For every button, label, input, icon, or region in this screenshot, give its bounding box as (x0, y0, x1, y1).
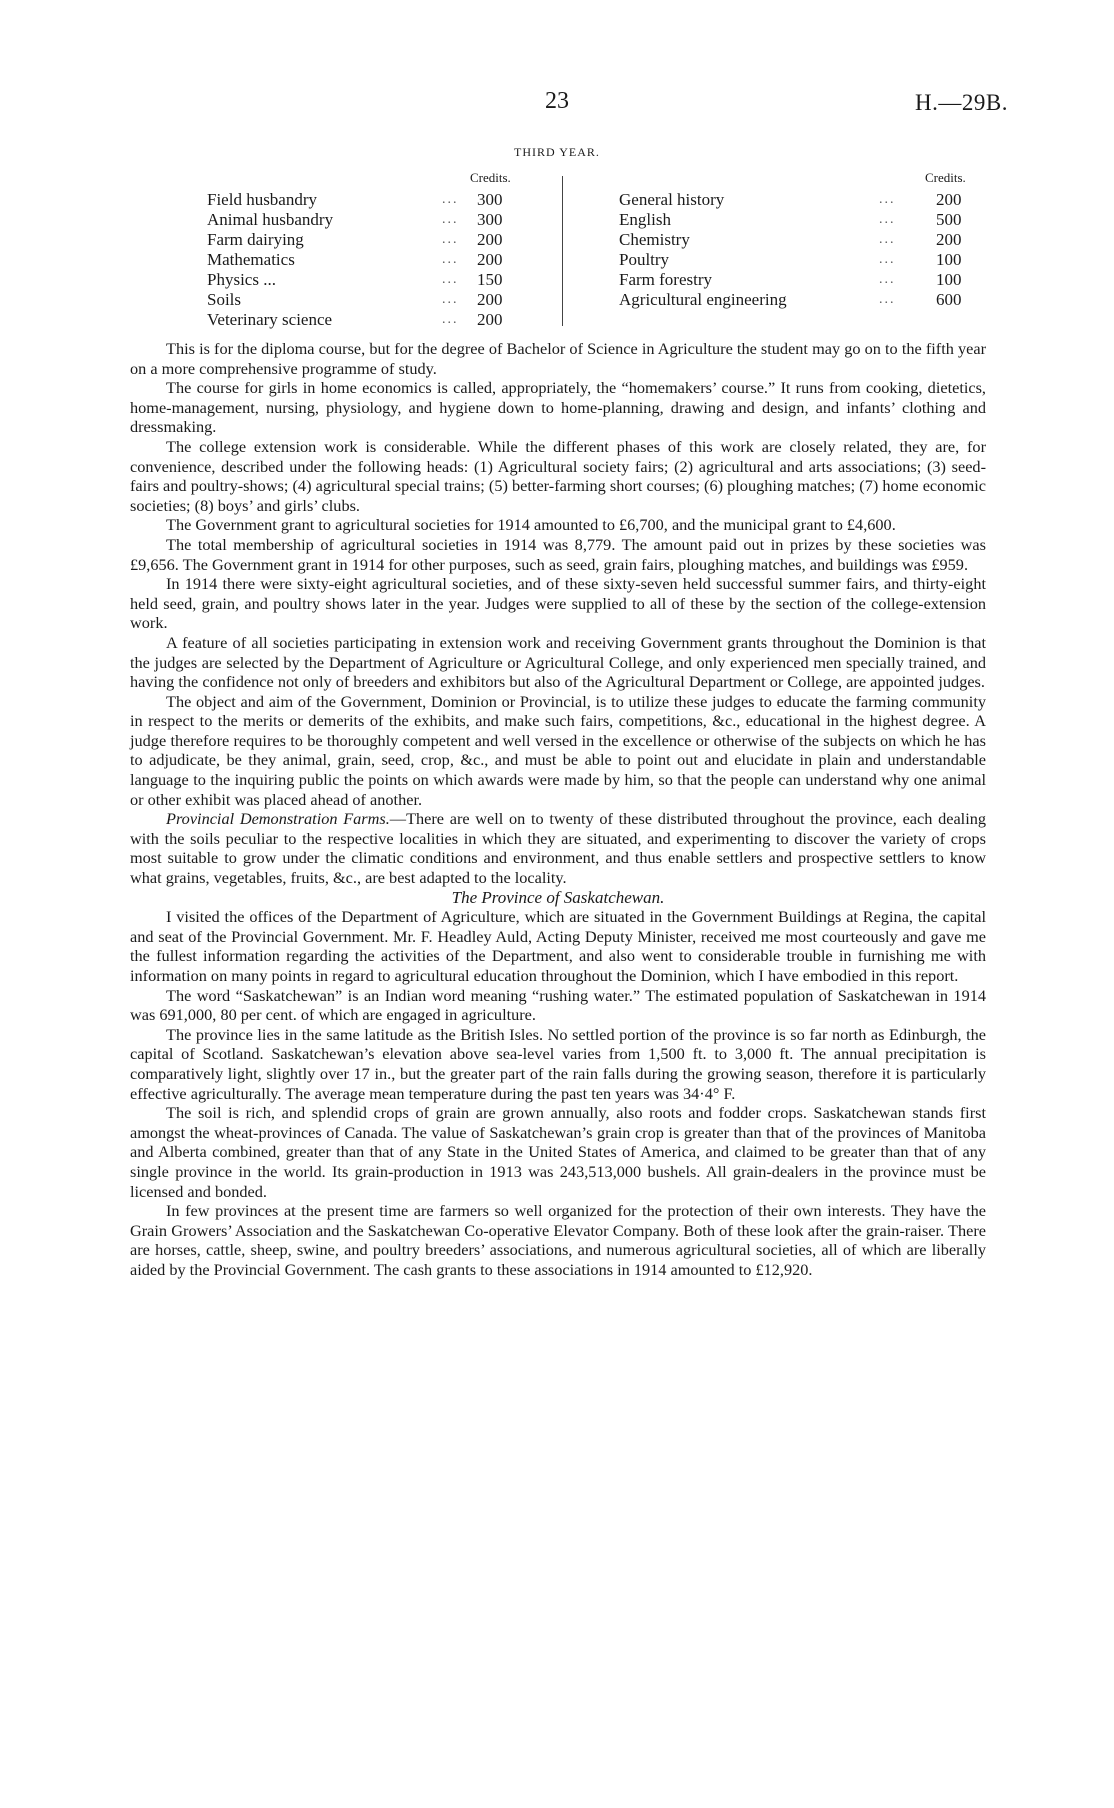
leader-dots: ... (442, 252, 459, 267)
subject-name: English (619, 210, 671, 229)
leader-dots: ... (442, 292, 459, 307)
subject-credits: 200 (477, 290, 503, 309)
subject-name: Farm forestry (619, 270, 713, 289)
year-heading: THIRD YEAR. (514, 145, 600, 159)
page-number: 23 (545, 88, 569, 114)
paragraph: The total membership of agricultural societies in 1914 was 8,779. The amount paid out in prizes by these societies was £9,656. The Government grant in 1914 for other purposes, such as seed, grain fairs, ploughing matches, and buildings was £959. (130, 534, 986, 574)
subject-name: Farm dairying (207, 230, 304, 249)
credits-table (207, 170, 977, 329)
subject-name: Soils (207, 290, 242, 309)
subject-credits: 200 (936, 190, 962, 209)
section-title: The Province of Saskatchewan. (451, 887, 665, 907)
leader-dots: ... (879, 272, 896, 287)
paragraph: This is for the diploma course, but for the degree of Bachelor of Science in Agriculture the student may go on to the fifth year on a more comprehensive programme of study. (130, 339, 986, 378)
paragraph: The soil is rich, and splendid crops of grain are grown annually, also roots and fodder crops. Saskatchewan stands first amongst the wheat-provinces of Canada. The value of Saskatchewan’s grain crop is greater than that of the provinces of Manitoba and Alberta combined, greater than that of any State in the United States of America, and claimed to be greater than that of any single province in the world. Its grain-production in 1913 was 243,513,000 bushels. All grain-dealers in the province must be licensed and bonded. (130, 1103, 986, 1201)
subject-name: Animal husbandry (207, 210, 334, 229)
paragraph: The word “Saskatchewan” is an Indian word meaning “rushing water.” The estimated population of Saskatchewan in 1914 was 691,000, 80 per cent. of which are engaged in agriculture. (130, 985, 986, 1025)
document-reference: H.—29B. (915, 90, 1008, 115)
subject-name: Chemistry (619, 230, 690, 249)
leader-dots: ... (442, 232, 459, 247)
subject-credits: 100 (936, 250, 962, 269)
leader-dots: ... (442, 272, 459, 287)
column-divider (562, 176, 563, 326)
subject-name: Mathematics (207, 250, 295, 269)
leader-dots: ... (879, 192, 896, 207)
paragraph: The course for girls in home economics is called, appropriately, the “homemakers’ course.” It runs from cooking, dietetics, home-management, nursing, physiology, and hygiene down to home-planning, drawing and design, and infants’ clothing and dressmaking. (130, 378, 986, 437)
paragraph: In few provinces at the present time are farmers so well organized for the protection of their own interests. They have the Grain Growers’ Association and the Saskatchewan Co-operative Elevator Company. Both of these look after the grain-raiser. There are horses, cattle, sheep, swine, and poultry breeders’ associations, and numerous agricultural societies, all of which are liberally aided by the Provincial Government. The cash grants to these associations in 1914 amounted to £12,920. (130, 1201, 986, 1279)
subject-name: Veterinary science (207, 310, 333, 329)
subject-credits: 200 (936, 230, 962, 249)
subject-name: Field husbandry (207, 190, 318, 209)
paragraph: The object and aim of the Government, Dominion or Provincial, is to utilize these judges to educate the farming community in respect to the merits or demerits of the exhibits, and make such fairs, competitions, &c., educational in the highest degree. A judge therefore requires to be thoroughly competent and well versed in the excellence or otherwise of the subjects on which he has to adjudicate, be they animal, grain, seed, crop, &c., and must be able to point out and elucidate in plain and understandable language to the inquiring public the points on which awards were made by him, so that the people can understand why one animal or other exhibit was placed ahead of another. (130, 691, 986, 809)
subject-credits: 300 (477, 190, 503, 209)
subject-name: Physics ... (207, 270, 276, 289)
leader-dots: ... (442, 212, 459, 227)
paragraph-demonstration-farms (130, 809, 986, 887)
leader-dots: ... (879, 232, 896, 247)
subject-credits: 600 (936, 290, 962, 309)
paragraph: The college extension work is considerable. While the different phases of this work are closely related, they are, for convenience, described under the following heads: (1) Agricultural society fairs; (2) agricultural and arts associations; (3) seed-fairs and poultry-shows; (4) agricultural special trains; (5) better-farming short courses; (6) ploughing matches; (7) home economic societies; (8) boys’ and girls’ clubs. (130, 436, 986, 515)
subject-credits: 500 (936, 210, 962, 229)
leader-dots: ... (442, 312, 459, 327)
credits-header-right: Credits. (925, 170, 966, 185)
paragraph: A feature of all societies participating in extension work and receiving Government grants throughout the Dominion is that the judges are selected by the Department of Agriculture or Agricultural College, and only experienced men specially trained, and having the confidence not only of breeders and exhibitors but also of the Agricultural Department or College, are appointed judges. (130, 632, 986, 692)
leader-dots: ... (879, 252, 896, 267)
subject-credits: 150 (477, 270, 503, 289)
leader-dots: ... (442, 192, 459, 207)
subject-name: Poultry (619, 250, 670, 269)
body-text (130, 339, 986, 1280)
subject-credits: 200 (477, 250, 503, 269)
paragraph-text: —There are well on to twenty of these distributed throughout the province, each dealing with the soils peculiar to the respective localities in which they are situated, and experimenting to discover the variety of crops most suitable to grow under the climatic conditions and environment, and thus enable settlers and prospective settlers to know what grains, vegetables, fruits, &c., are best adapted to the locality. (130, 809, 986, 888)
paragraph: In 1914 there were sixty-eight agricultural societies, and of these sixty-seven held successful summer fairs, and thirty-eight held seed, grain, and poultry shows later in the year. Judges were supplied to all of these by the section of the college-extension work. (130, 574, 986, 633)
paragraph-lead-italic: Provincial Demonstration Farms. (166, 809, 390, 829)
subject-credits: 200 (477, 230, 503, 249)
paragraph: I visited the offices of the Department of Agriculture, which are situated in the Government Buildings at Regina, the capital and seat of the Provincial Government. Mr. F. Headley Auld, Acting Deputy Minister, received me most courteously and gave me the fullest information regarding the activities of the Department, and also went to considerable trouble in furnishing me with information on many points in regard to agricultural education throughout the Dominion, which I have embodied in this report. (130, 907, 986, 985)
credits-header-left: Credits. (470, 170, 511, 185)
paragraph: The province lies in the same latitude as the British Isles. No settled portion of the province is so far north as Edinburgh, the capital of Scotland. Saskatchewan’s elevation above sea-level varies from 1,500 ft. to 3,000 ft. The annual precipitation is comparatively light, slightly over 17 in., but the greater part of the rain falls during the growing season, therefore it is particularly effective agriculturally. The average mean temperature during the past ten years was 34·4° F. (130, 1024, 986, 1103)
subject-credits: 300 (477, 210, 503, 229)
leader-dots: ... (879, 212, 896, 227)
subject-credits: 100 (936, 270, 962, 289)
subject-name: General history (619, 190, 725, 209)
subject-name: Agricultural engineering (619, 290, 787, 309)
leader-dots: ... (879, 292, 896, 307)
subject-credits: 200 (477, 310, 503, 329)
paragraph: The Government grant to agricultural societies for 1914 amounted to £6,700, and the municipal grant to £4,600. (166, 515, 896, 535)
